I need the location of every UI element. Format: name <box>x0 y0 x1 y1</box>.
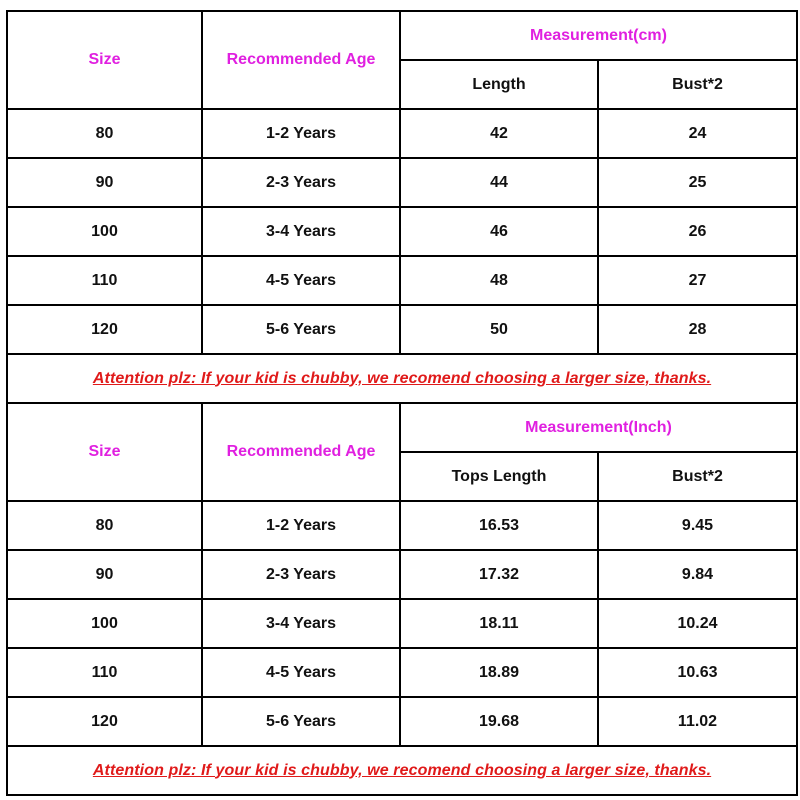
size-cell: 120 <box>7 697 202 746</box>
size-cell: 80 <box>7 109 202 158</box>
age-cell: 1-2 Years <box>202 109 400 158</box>
inch-age-header: Recommended Age <box>202 403 400 501</box>
bust-cell: 11.02 <box>598 697 797 746</box>
size-cell: 110 <box>7 648 202 697</box>
size-cell: 120 <box>7 305 202 354</box>
inch-bust-header: Bust*2 <box>598 452 797 501</box>
bust-cell: 10.24 <box>598 599 797 648</box>
age-cell: 4-5 Years <box>202 648 400 697</box>
size-cell: 90 <box>7 158 202 207</box>
age-cell: 5-6 Years <box>202 697 400 746</box>
length-cell: 46 <box>400 207 598 256</box>
size-cell: 90 <box>7 550 202 599</box>
table-row <box>7 207 797 256</box>
cm-size-header: Size <box>7 11 202 109</box>
inch-notice-row <box>7 746 797 795</box>
age-cell: 5-6 Years <box>202 305 400 354</box>
bust-cell: 27 <box>598 256 797 305</box>
inch-size-header: Size <box>7 403 202 501</box>
bust-cell: 26 <box>598 207 797 256</box>
inch-header-row <box>7 403 797 452</box>
size-cell: 100 <box>7 599 202 648</box>
length-cell: 18.89 <box>400 648 598 697</box>
cm-bust-header: Bust*2 <box>598 60 797 109</box>
cm-header-row <box>7 11 797 60</box>
age-cell: 3-4 Years <box>202 207 400 256</box>
age-cell: 2-3 Years <box>202 550 400 599</box>
length-cell: 44 <box>400 158 598 207</box>
bust-cell: 10.63 <box>598 648 797 697</box>
table-row <box>7 599 797 648</box>
inch-length-header: Tops Length <box>400 452 598 501</box>
bust-cell: 9.45 <box>598 501 797 550</box>
length-cell: 50 <box>400 305 598 354</box>
table-row <box>7 648 797 697</box>
length-cell: 48 <box>400 256 598 305</box>
length-cell: 42 <box>400 109 598 158</box>
length-cell: 16.53 <box>400 501 598 550</box>
size-chart <box>6 10 796 796</box>
bust-cell: 9.84 <box>598 550 797 599</box>
table-row <box>7 256 797 305</box>
cm-age-header: Recommended Age <box>202 11 400 109</box>
length-cell: 18.11 <box>400 599 598 648</box>
bust-cell: 28 <box>598 305 797 354</box>
table-row <box>7 158 797 207</box>
size-chart-table <box>6 10 798 796</box>
age-cell: 3-4 Years <box>202 599 400 648</box>
chubby-notice: Attention plz: If your kid is chubby, we recomend choosing a larger size, thanks. <box>7 746 797 795</box>
age-cell: 4-5 Years <box>202 256 400 305</box>
age-cell: 1-2 Years <box>202 501 400 550</box>
size-cell: 80 <box>7 501 202 550</box>
table-row <box>7 501 797 550</box>
table-row <box>7 109 797 158</box>
size-cell: 100 <box>7 207 202 256</box>
table-row <box>7 550 797 599</box>
table-row <box>7 697 797 746</box>
age-cell: 2-3 Years <box>202 158 400 207</box>
length-cell: 19.68 <box>400 697 598 746</box>
inch-measurement-header: Measurement(Inch) <box>400 403 797 452</box>
cm-measurement-header: Measurement(cm) <box>400 11 797 60</box>
cm-length-header: Length <box>400 60 598 109</box>
bust-cell: 25 <box>598 158 797 207</box>
chubby-notice: Attention plz: If your kid is chubby, we recomend choosing a larger size, thanks. <box>7 354 797 403</box>
table-row <box>7 305 797 354</box>
bust-cell: 24 <box>598 109 797 158</box>
cm-notice-row <box>7 354 797 403</box>
size-cell: 110 <box>7 256 202 305</box>
length-cell: 17.32 <box>400 550 598 599</box>
